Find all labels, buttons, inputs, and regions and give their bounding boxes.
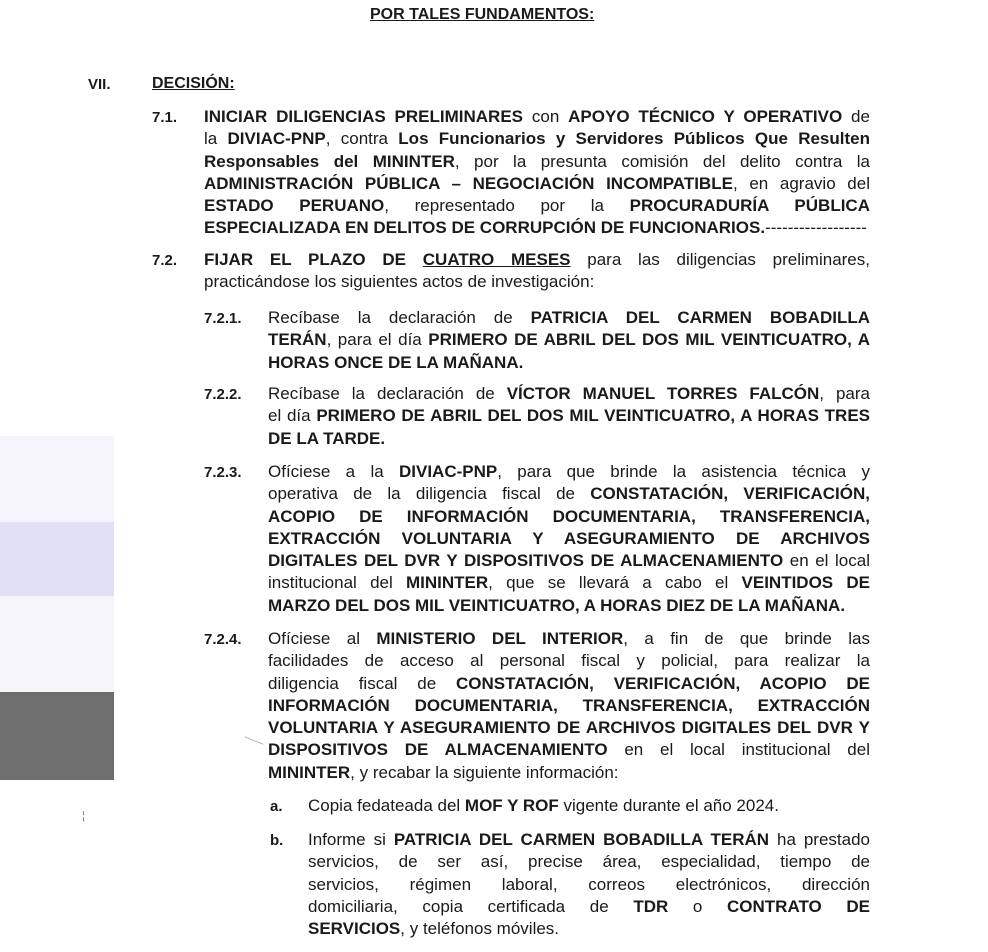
scan-artifact-light	[0, 436, 114, 522]
margin-mark: ¦	[82, 810, 85, 822]
item-letter: a.	[270, 798, 283, 815]
fold-line	[245, 736, 264, 744]
paragraph-7-2-2: Recíbase la declaración de VÍCTOR MANUEL TORRES FALCÓN, para el día PRIMERO DE ABRIL DEL DOS MIL VEINTICUATRO, A HORAS TRES DE LA TARDE.	[268, 384, 871, 448]
item-letter: b.	[270, 832, 284, 849]
item-number: 7.2.4.	[204, 631, 242, 648]
paragraph-7-1: INICIAR DILIGENCIAS PRELIMINARES con APOYO TÉCNICO Y OPERATIVO de la DIVIAC-PNP, contra Los Funcionarios y Servidores Públicos Que Resulten Responsables del MININTER, por la presunta comisión del delito contra la ADMINISTRACIÓN PÚBLICA – NEGOCIACIÓN INCOMPATIBLE, en agravio del ESTADO PERUANO, representado por la PROCURADURÍA PÚBLICA ESPECIALIZADA EN DELITOS DE CORRUPCIÓN DE FUNCIONARIOS.------------------	[204, 107, 870, 238]
item-number: 7.2.	[152, 252, 178, 269]
scan-artifact-lavender	[0, 522, 114, 596]
paragraph-7-2-1: Recíbase la declaración de PATRICIA DEL CARMEN BOBADILLA TERÁN, para el día PRIMERO DE ABRIL DEL DOS MIL VEINTICUATRO, A HORAS ONCE DE LA MAÑANA.	[268, 308, 870, 372]
item-number: 7.2.1.	[204, 310, 242, 327]
paragraph-b: Informe si PATRICIA DEL CARMEN BOBADILLA TERÁN ha prestado servicios, de ser así, precise área, especialidad, tiempo de servicios, régimen laboral, correos electrónicos, dirección domiciliaria, copia certificada de TDR o CONTRATO DE SERVICIOS, y teléfonos móviles.	[308, 830, 871, 939]
item-number: 7.1.	[152, 109, 178, 126]
scan-artifact-dark	[0, 692, 114, 780]
paragraph-a: Copia fedateada del MOF Y ROF vigente durante el año 2024.	[308, 796, 779, 815]
item-number: 7.2.3.	[204, 464, 242, 481]
section-number: VII.	[88, 76, 111, 93]
paragraph-7-2-4: Ofíciese al MINISTERIO DEL INTERIOR, a fin de que brinde las facilidades de acceso al personal fiscal y policial, para realizar la diligencia fiscal de CONSTATACIÓN, VERIFICACIÓN, ACOPIO DE INFORMACIÓN DOCUMENTARIA, TRANSFERENCIA, EXTRACCIÓN VOLUNTARIA Y ASEGURAMIENTO DE ARCHIVOS DIGITALES DEL DVR Y DISPOSITIVOS DE ALMACENAMIENTO en el local institucional del MININTER, y recabar la siguiente información:	[268, 629, 870, 782]
item-number: 7.2.2.	[204, 386, 242, 403]
page-header: POR TALES FUNDAMENTOS:	[370, 6, 595, 23]
section-title: DECISIÓN:	[152, 75, 235, 92]
scan-artifact-pale	[0, 596, 114, 692]
paragraph-7-2: FIJAR EL PLAZO DE CUATRO MESES para las diligencias preliminares, practicándose los siguientes actos de investigación:	[204, 250, 870, 292]
paragraph-7-2-3: Ofíciese a la DIVIAC-PNP, para que brinde la asistencia técnica y operativa de la diligencia fiscal de CONSTATACIÓN, VERIFICACIÓN, ACOPIO DE INFORMACIÓN DOCUMENTARIA, TRANSFERENCIA, EXTRACCIÓN VOLUNTARIA Y ASEGURAMIENTO DE ARCHIVOS DIGITALES DEL DVR Y DISPOSITIVOS DE ALMACENAMIENTO en el local institucional del MININTER, que se llevará a cabo el VEINTIDOS DE MARZO DEL DOS MIL VEINTICUATRO, A HORAS DIEZ DE LA MAÑANA.	[268, 462, 871, 615]
